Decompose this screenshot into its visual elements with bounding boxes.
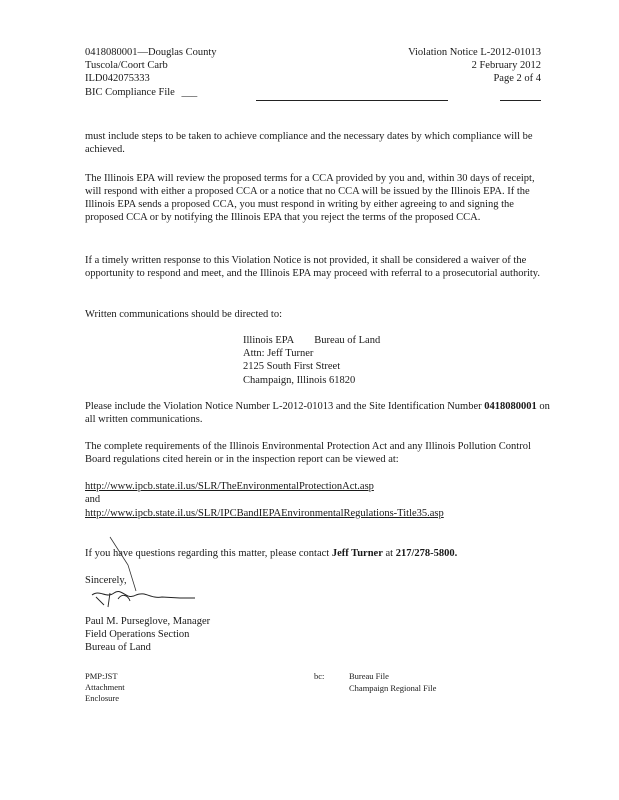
signer-bureau: Bureau of Land — [85, 642, 151, 653]
facility-name: Tuscola/Coort Carb — [85, 60, 168, 71]
attachment-label: Attachment — [85, 682, 125, 692]
paragraph-requirements: The complete requirements of the Illinois Environmental Protection Act and any Illinois Pollution Control Board regulations cited herein or in the inspection report can be viewed at: — [85, 441, 531, 465]
paragraph-cca-review: The Illinois EPA will review the proposed terms for a CCA provided by you and, within 30 days of receipt, will respond with either a proposed CCA or a notice that no CCA will be issued by the Illinois EPA. If the Illinois EPA sends a proposed CCA, you must respond in writing by either agreeing to and signing the proposed CCA or by notifying the Illinois EPA that you reject the terms of the proposed CCA. — [85, 173, 535, 223]
compliance-file-text: BIC Compliance File — [85, 87, 175, 98]
include-numbers-suffix: on all written communications. — [85, 401, 550, 425]
page-number: Page 2 of 4 — [493, 73, 541, 84]
bc-bureau-file: Bureau File — [349, 671, 389, 681]
paragraph-written-communications: Written communications should be directed to: — [85, 309, 282, 320]
paragraph-include-numbers — [85, 400, 555, 426]
contact-at: at — [385, 548, 394, 559]
bc-regional-file: Champaign Regional File — [349, 683, 437, 693]
link-environmental-protection-act[interactable] — [85, 480, 374, 493]
link1-text[interactable]: http://www.ipcb.state.il.us/SLR/TheEnvironmentalProtectionAct.asp — [85, 481, 374, 492]
address-attn: Attn: Jeff Turner — [243, 348, 314, 359]
notice-date: 2 February 2012 — [471, 60, 541, 71]
signer-name-title: Paul M. Purseglove, Manager — [85, 616, 211, 627]
address-line-org — [243, 334, 380, 347]
link2-text[interactable]: http://www.ipcb.state.il.us/SLR/IPCBandIEPAEnvironmentalRegulations-Title35.asp — [85, 508, 444, 519]
address-street: 2125 South First Street — [243, 361, 341, 372]
include-numbers-text: Please include the Violation Notice Number L-2012-01013 and the Site Identification Number — [85, 401, 482, 412]
signature-scribble — [70, 535, 210, 615]
compliance-file-mark: ___ — [181, 87, 198, 98]
contact-phone: 217/278-5800. — [395, 548, 458, 559]
link-environmental-regulations[interactable] — [85, 507, 444, 520]
address-bureau: Bureau of Land — [314, 335, 381, 346]
initials: PMP:JST — [85, 671, 118, 681]
header-rule-middle — [256, 100, 448, 101]
address-org: Illinois EPA — [243, 335, 294, 346]
paragraph-timely-response: If a timely written response to this Violation Notice is not provided, it shall be considered a waiver of the opportunity to respond and meet, and the Illinois EPA may proceed with referral to a prosecutorial authority. — [85, 255, 540, 279]
violation-notice-number: Violation Notice L-2012-01013 — [408, 47, 541, 58]
salutation: Sincerely, — [85, 575, 127, 586]
site-id-county: 0418080001—Douglas County — [85, 47, 217, 58]
contact-name: Jeff Turner — [331, 548, 383, 559]
header-rule-right — [500, 100, 541, 101]
address-city: Champaign, Illinois 61820 — [243, 375, 356, 386]
usepa-id: ILD042075333 — [85, 73, 150, 84]
signer-section: Field Operations Section — [85, 629, 190, 640]
and-text: and — [85, 494, 101, 505]
paragraph-compliance-steps: must include steps to be taken to achieve compliance and the necessary dates by which compliance will be achieved. — [85, 131, 533, 155]
enclosure-label: Enclosure — [85, 693, 119, 703]
compliance-file-label — [85, 86, 197, 99]
bc-label: bc: — [314, 671, 325, 681]
contact-text: If you have questions regarding this matter, please contact — [85, 548, 330, 559]
site-identification-number: 0418080001 — [484, 401, 537, 412]
